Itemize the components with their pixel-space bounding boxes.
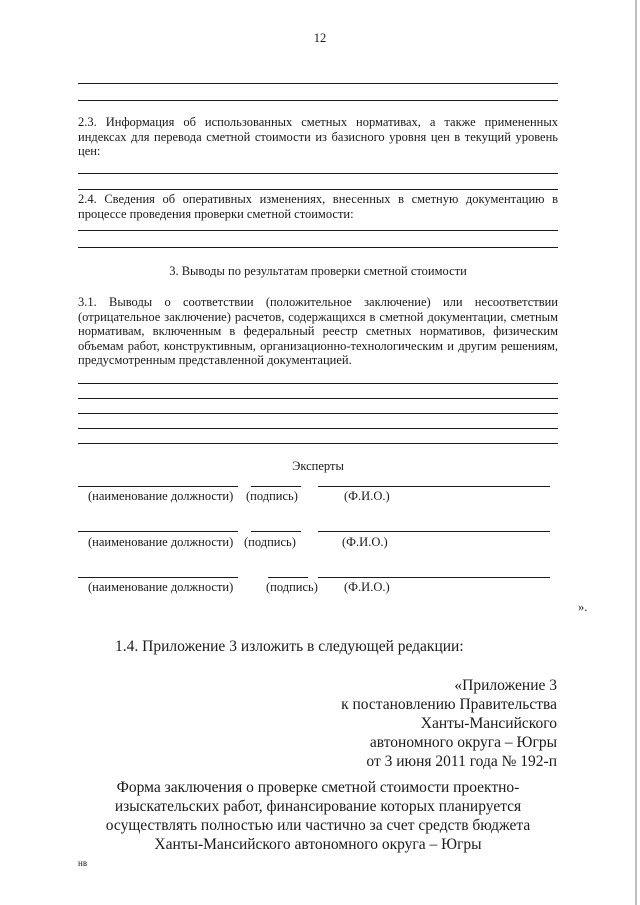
appendix-line: Ханты-Мансийского bbox=[420, 715, 557, 732]
name-line bbox=[318, 577, 550, 578]
fill-line bbox=[78, 413, 558, 414]
scan-edge bbox=[635, 0, 637, 905]
fill-line bbox=[78, 443, 558, 444]
appendix-line: автономного округа – Югры bbox=[369, 734, 557, 751]
position-label: (наименование должности) bbox=[88, 489, 234, 503]
fill-line bbox=[78, 383, 558, 384]
fill-line bbox=[78, 189, 558, 190]
signature-line bbox=[251, 486, 301, 487]
form-title-line: Ханты-Мансийского автономного округа – Югры bbox=[154, 836, 482, 853]
appendix-header bbox=[341, 676, 557, 771]
position-line bbox=[78, 577, 238, 578]
name-label: (Ф.И.О.) bbox=[344, 580, 390, 594]
fill-line bbox=[78, 173, 558, 174]
form-title-line: осуществлять полностью или частично за счет средств бюджета bbox=[105, 817, 531, 834]
fill-line bbox=[78, 247, 558, 248]
name-line bbox=[318, 531, 550, 532]
appendix-line: к постановлению Правительства bbox=[341, 696, 557, 713]
signature-label: (подпись) bbox=[266, 580, 318, 594]
closing-quote: ». bbox=[578, 600, 588, 614]
fill-line bbox=[78, 100, 558, 101]
amendment-text: 1.4. Приложение 3 изложить в следующей редакции: bbox=[115, 638, 464, 655]
experts-heading: Эксперты bbox=[292, 459, 344, 473]
name-line bbox=[318, 486, 550, 487]
form-title bbox=[78, 778, 558, 854]
appendix-line: «Приложение 3 bbox=[454, 677, 557, 694]
fill-line bbox=[78, 398, 558, 399]
signature-line bbox=[251, 531, 301, 532]
fill-line bbox=[78, 428, 558, 429]
position-label: (наименование должности) bbox=[88, 535, 234, 549]
section-2-3-text: 2.3. Информация об использованных сметных нормативах, а также примененных индексах для перевода сметной стоимости из базисного уровня цен в текущий уровень цен: bbox=[78, 115, 558, 158]
signature-label: (подпись) bbox=[246, 489, 298, 503]
signature-line bbox=[268, 577, 308, 578]
fill-line bbox=[78, 230, 558, 231]
signature-label: (подпись) bbox=[244, 535, 296, 549]
position-line bbox=[78, 531, 238, 532]
form-title-line: Форма заключения о проверке сметной стоимости проектно- bbox=[116, 779, 520, 796]
section-3-heading: 3. Выводы по результатам проверки сметной стоимости bbox=[169, 264, 467, 278]
position-label: (наименование должности) bbox=[88, 580, 234, 594]
footer-mark: нв bbox=[78, 858, 88, 868]
position-line bbox=[78, 486, 238, 487]
appendix-line: от 3 июня 2011 года № 192-п bbox=[366, 753, 557, 770]
form-title-line: изыскательских работ, финансирование которых планируется bbox=[114, 798, 522, 815]
section-2-4-text: 2.4. Сведения об оперативных изменениях, внесенных в сметную документацию в процессе проведения проверки сметной стоимости: bbox=[78, 192, 558, 221]
page-number: 12 bbox=[313, 31, 327, 45]
name-label: (Ф.И.О.) bbox=[342, 535, 388, 549]
section-3-1-text: 3.1. Выводы о соответствии (положительное заключение) или несоответствии (отрицательное заключение) расчетов, содержащихся в сметной документации, сметным нормативам, включенным в федеральный реестр сметных нормативов, физическим объемам работ, конструктивным, организационно-технологическим и другим решениям, предусмотренным представленной документацией. bbox=[78, 295, 558, 367]
name-label: (Ф.И.О.) bbox=[344, 489, 390, 503]
fill-line bbox=[78, 83, 558, 84]
